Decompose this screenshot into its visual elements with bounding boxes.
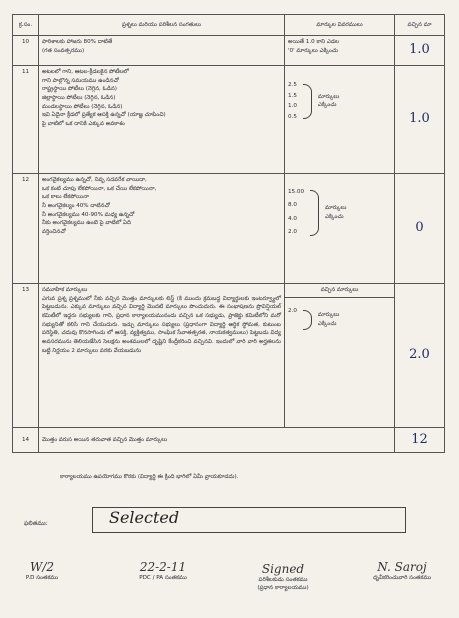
criteria-line: (గత సంవత్సరము): [42, 47, 85, 54]
signature-label: PDC / PA సంతకము: [139, 575, 187, 581]
marks-option: 8.0: [288, 202, 297, 209]
criteria-line: అటలలో గాని, ఆటల-క్రీడలకైన పోటీలలో: [42, 69, 129, 75]
criteria-line: మొత్తం వరుస అయిన తరువాత వచ్చిన మొత్తం మార్కులు: [42, 436, 168, 443]
table-row: [13, 284, 445, 428]
header-awarded: వచ్చిన మా: [395, 15, 445, 36]
marks-label: మార్కులు: [317, 93, 340, 100]
result-handwriting: Selected: [109, 508, 180, 527]
row-sno: 13: [13, 284, 39, 428]
criteria-line: ఇవి ఏదైనా క్రీడలో ప్రత్యేక ఆసక్తి ఉన్నచో (యాజ్ఞ చూపించి): [42, 112, 166, 119]
row-awarded: [395, 174, 445, 284]
marks-table: [12, 14, 445, 453]
criteria-line: నీకు అంగవైకల్యము ఉంటె పై వాటిలో ఏది: [42, 220, 131, 227]
signature-sub: పరిశీలకుడు సంతకము: [258, 577, 308, 583]
table-row: [13, 428, 445, 453]
row-criteria: [39, 428, 395, 453]
criteria-line: ఒక కాలు లేకపోయినా: [42, 194, 89, 201]
brace-mark: [303, 84, 312, 119]
marks-option: 1.0: [288, 103, 297, 110]
marks-subheader: వచ్చిన మార్కులు: [285, 284, 394, 298]
criteria-line: వర్తించినచో: [42, 228, 66, 235]
marks-label: మార్కులు: [325, 205, 347, 212]
criteria-line: అంగవైకల్యము ఉన్నచో, నివృ సదవరేక వాయిదా,: [42, 177, 147, 183]
signature-pd: [12, 560, 72, 582]
marks-option: 2.5: [288, 82, 297, 88]
marks-option: 2.0: [288, 229, 297, 236]
signature-label: P.D సంతకము: [25, 575, 59, 581]
marks-option: 0.5: [288, 113, 297, 120]
row-awarded: [395, 428, 445, 453]
signature-scribble: Signed: [261, 562, 305, 576]
signature-label: ధృవీకరించువారి సంతకము: [372, 575, 432, 581]
criteria-line: నీ అంగవైకల్యం 40% దాటినచో: [42, 202, 110, 209]
criteria-line: పై వాటిలో ఒక దానికి ఎక్కువ అవకాశం: [42, 120, 125, 127]
row-marks-detail: [285, 36, 395, 66]
table-row: [13, 66, 445, 174]
signature-scribble: N. Saroj: [377, 560, 427, 574]
row-sno: 14: [13, 428, 39, 453]
table-row: [13, 174, 445, 284]
row-criteria: [39, 66, 285, 174]
criteria-line: పారిశాలకు హాజరు 80% దాటితే: [42, 39, 113, 45]
row-criteria: [39, 174, 285, 284]
marks-label: మార్కులు: [317, 312, 340, 318]
total-marks: 12: [411, 432, 428, 447]
criteria-line: గాని పాల్గొన్న సమయము ఉండినచో: [42, 77, 119, 84]
row-awarded: [395, 66, 445, 174]
criteria-title: సమూహిక మార్కులు: [42, 287, 88, 293]
row-awarded: [395, 36, 445, 66]
signature-verifier: [352, 560, 452, 582]
signature-label: (ప్రధాన కార్యాలయము): [257, 585, 309, 591]
row-criteria: [39, 36, 285, 66]
criteria-line: ఒక కంటి చూపు లేకపోయినా, ఒక చేయి లేకపోయినా,: [42, 185, 157, 192]
result-label: ఫలితము:: [24, 520, 48, 527]
brace-mark: [310, 190, 319, 236]
criteria-line: జిల్లాస్థాయి పోటీలు (నెగ్గిన, ఓడిన): [42, 94, 116, 101]
marks-option: 1.5: [288, 92, 297, 99]
signatures-row: [0, 560, 459, 618]
office-use-note: కార్యాలయము ఉపయోగము కొరకు (విద్యార్థి ఈ క్రింది భాగిలో ఏమీ వ్రాయకూడదు).: [60, 474, 239, 480]
marks-line: '0' మార్కులు ఎక్కించు: [288, 47, 339, 54]
row-marks-detail: [285, 66, 395, 174]
marks-label: ఎక్కించు: [317, 102, 337, 109]
row-awarded: [395, 284, 445, 428]
criteria-line: రాష్ట్రస్థాయి పోటీలు (నెగ్గిన, ఓడిన): [42, 86, 117, 93]
awarded-marks: 1.0: [409, 42, 430, 58]
brace-mark: [303, 310, 312, 330]
signature-scribble: 22-2-11: [139, 560, 187, 574]
awarded-marks: 0: [415, 220, 424, 236]
signature-pdc: [118, 560, 208, 582]
table-row: [13, 36, 445, 66]
awarded-marks: 2.0: [409, 347, 430, 363]
signature-headoffice: [228, 562, 338, 592]
marks-option: 4.0: [288, 215, 297, 222]
signature-scribble: W/2: [29, 560, 54, 574]
criteria-paragraph: ఎగువ ప్రశ్న ప్రశ్నములో నీకు వచ్చిన మొత్తం మార్కులకు లిస్ట్ (కి ముందు క్రమబద్ధ విద్యార్థులకు ఇంటర్వ్యూలో పెట్టబడును. ఎక్కువ మార్కులు వచ్చిన విద్యార్థి మొదటి మార్కులు పొందుదురు. ఈ సంభాషణను ప్రొవిన్షియల్ కమిటీలో ఇద్దరు సభ్యులకు గాని, ప్రధాన కార్యాలయమునందు వచ్చిన ఒక సభ్యుడు, ప్రాజెక్టు కమిటీలోని మరో సభ్యునితో కలిసి గాని చేయుదురు. ఇచ్చు మార్కులు సభ్యులు (ప్రధానంగా విద్యార్థి ఆర్థిక స్థోమత, కుటుంబ పరిస్థితి, చదువు కొనసాగించు లో ఆసక్తి, వ్యక్తిత్వము, సాంఘిక సేవాతత్పరత, నాయకత్వములు) పెట్టబడు విద్య అవసరమును తెలియజేసిన సెలక్షను అంశములలో దృష్టిని కేంద్రీకరించి వచ్చినవి. ఇందులో వారి వారి అర్హతలను బట్టి నిర్ణయం 2 మార్కులు వరకు వేయబడును: [42, 295, 281, 354]
awarded-marks: 1.0: [409, 111, 430, 127]
header-criteria: ప్రశ్నలు మరియు పరిశీలన సంగతులు: [39, 15, 285, 36]
criteria-line: నీ అంగవైకల్యము 40-90% మధ్య ఉన్నచో: [42, 211, 135, 218]
row-marks-detail: [285, 174, 395, 284]
marks-line: అయితే 1.0 కాని ఎడల: [288, 39, 339, 45]
row-sno: 12: [13, 174, 39, 284]
marks-option: 2.0: [288, 307, 297, 314]
row-marks-detail: [285, 284, 395, 428]
marks-label: ఎక్కించు: [325, 213, 344, 220]
marks-option: 15.00: [288, 189, 305, 195]
row-sno: 11: [13, 66, 39, 174]
header-sno: క్ర.సం.: [13, 15, 39, 36]
criteria-line: మండలస్థాయి పోటీలు (నెగ్గిన, ఓడిన): [42, 103, 123, 110]
row-criteria: [39, 284, 285, 428]
header-marks-detail: మార్కుల వివరములు: [285, 15, 395, 36]
marks-label: ఎక్కించు: [317, 320, 337, 327]
result-box: [92, 507, 406, 533]
table-header-row: [13, 15, 445, 36]
row-sno: 10: [13, 36, 39, 66]
